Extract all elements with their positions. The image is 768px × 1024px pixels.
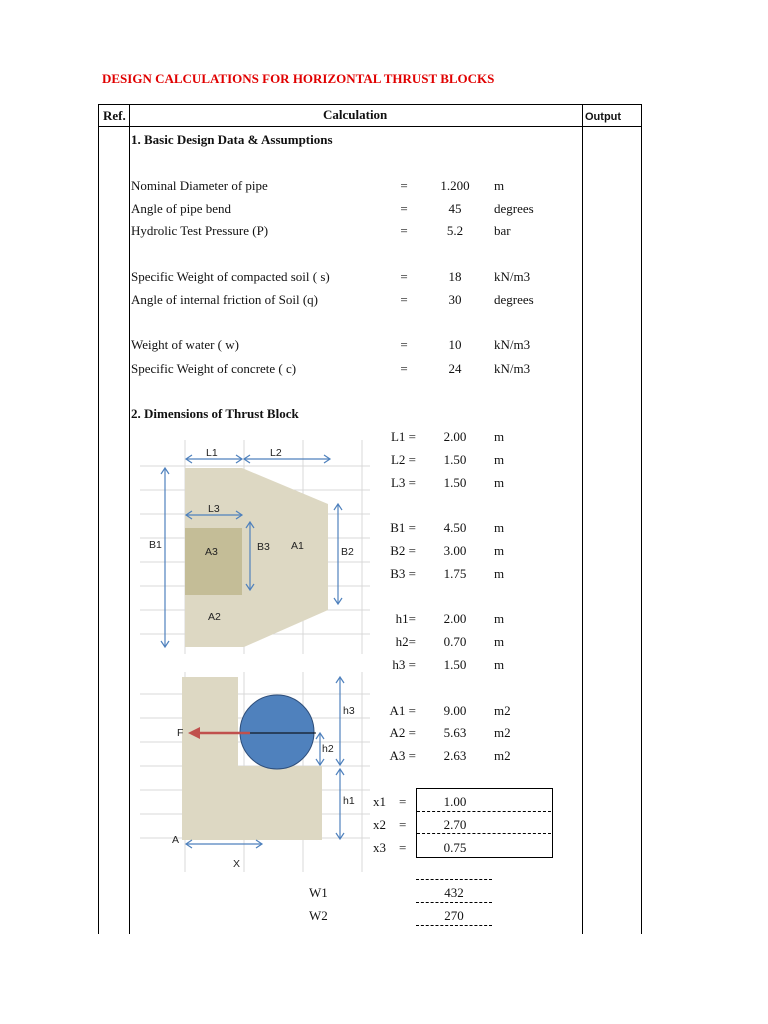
x-value: 1.00 (443, 794, 467, 809)
design-data-label: Nominal Diameter of pipe (131, 178, 268, 193)
weight-dashed-line (416, 902, 492, 903)
x-label: x2 (373, 817, 386, 832)
dimension-label: L3 = (390, 475, 416, 490)
l1-label: L1 (206, 447, 218, 459)
x-equals: = (399, 794, 407, 809)
output-column-divider (582, 104, 583, 934)
design-data-value: 45 (448, 201, 462, 216)
dimension-value: 5.63 (443, 725, 467, 740)
x-label: x3 (373, 840, 386, 855)
design-data-label: Hydrolic Test Pressure (P) (131, 223, 269, 238)
header-bottom-border (98, 126, 642, 127)
thrust-block-section-diagram (140, 672, 370, 872)
dimension-label: L1 = (390, 429, 416, 444)
dimension-unit: m (494, 566, 505, 581)
h2-label: h2 (322, 743, 334, 755)
a3-label: A3 (205, 546, 218, 558)
design-data-unit: kN/m3 (494, 269, 531, 284)
x-box-dashed-top (417, 788, 551, 789)
design-data-equals: = (400, 292, 408, 307)
ref-column-divider (129, 104, 130, 934)
b3-label: B3 (257, 541, 270, 553)
design-data-unit: degrees (494, 201, 534, 216)
dimension-label: h3 = (392, 657, 416, 672)
dimension-unit: m (494, 611, 505, 626)
table-left-border (98, 104, 99, 934)
a2-label: A2 (208, 611, 221, 623)
table-right-border (641, 104, 642, 934)
dimension-value: 4.50 (443, 520, 467, 535)
design-data-value: 1.200 (440, 178, 470, 193)
point-a-label: A (172, 834, 180, 846)
design-data-equals: = (400, 223, 408, 238)
dimension-unit: m (494, 543, 505, 558)
design-data-value: 5.2 (446, 223, 464, 238)
design-data-value: 18 (448, 269, 462, 284)
table-top-border (98, 104, 642, 105)
design-data-unit: bar (494, 223, 511, 238)
b2-label: B2 (341, 546, 354, 558)
design-data-value: 30 (448, 292, 462, 307)
x-label: x1 (373, 794, 386, 809)
section-thrust-block-dimensions: 2. Dimensions of Thrust Block (131, 406, 299, 421)
design-data-unit: kN/m3 (494, 361, 531, 376)
dimension-label: h1= (395, 611, 416, 626)
x-box-dashed-divider (417, 811, 551, 812)
a1-label: A1 (291, 540, 304, 552)
weight-dashed-line (416, 925, 492, 926)
design-data-equals: = (400, 361, 408, 376)
dimension-label: A1 = (389, 703, 416, 718)
l2-label: L2 (270, 447, 282, 459)
design-data-unit: kN/m3 (494, 337, 531, 352)
dimension-label: B3 = (390, 566, 416, 581)
design-data-equals: = (400, 201, 408, 216)
weight-value: 432 (444, 885, 464, 900)
page-title: DESIGN CALCULATIONS FOR HORIZONTAL THRUST BLOCKS (102, 71, 495, 86)
weight-dashed-line (416, 879, 492, 880)
section-basic-design-data: 1. Basic Design Data & Assumptions (131, 132, 333, 147)
output-header: Output (585, 111, 622, 123)
l3-label: L3 (208, 503, 220, 515)
ref-header: Ref. (103, 108, 126, 123)
dimension-label: h2= (395, 634, 416, 649)
dimension-label: L2 = (390, 452, 416, 467)
design-data-equals: = (400, 337, 408, 352)
pipe-circle (240, 695, 314, 769)
dimension-value: 1.50 (443, 452, 467, 467)
x-equals: = (399, 840, 407, 855)
dimension-label: B1 = (390, 520, 416, 535)
design-data-value: 10 (448, 337, 462, 352)
dimension-value: 1.50 (443, 657, 467, 672)
design-data-unit: m (494, 178, 505, 193)
dimension-value: 2.00 (443, 611, 467, 626)
dimension-unit: m (494, 429, 505, 444)
dimension-value: 9.00 (443, 703, 467, 718)
design-data-label: Angle of internal friction of Soil (q) (131, 292, 319, 307)
dimension-unit: m2 (494, 725, 511, 740)
design-data-label: Specific Weight of concrete ( c) (131, 361, 297, 376)
dimension-value: 2.63 (443, 748, 467, 763)
design-data-equals: = (400, 178, 408, 193)
dimension-unit: m (494, 475, 505, 490)
weight-value: 270 (444, 908, 464, 923)
h1-label: h1 (343, 795, 355, 807)
design-data-equals: = (400, 269, 408, 284)
b1-label: B1 (149, 539, 162, 551)
dimension-value: 0.70 (443, 634, 467, 649)
design-data-value: 24 (448, 361, 462, 376)
dimension-label: B2 = (390, 543, 416, 558)
dimension-unit: m (494, 657, 505, 672)
x-box-dashed-divider (417, 833, 551, 834)
design-data-label: Angle of pipe bend (131, 201, 232, 216)
x-label: X (233, 858, 241, 870)
weight-label: W2 (309, 908, 328, 923)
design-data-label: Weight of water ( w) (131, 337, 239, 352)
inner-area-a3 (185, 528, 242, 595)
dimension-unit: m2 (494, 703, 511, 718)
dimension-value: 3.00 (443, 543, 467, 558)
dimension-value: 1.50 (443, 475, 467, 490)
dimension-label: A3 = (389, 748, 416, 763)
dimension-unit: m (494, 520, 505, 535)
dimension-value: 2.00 (443, 429, 467, 444)
x-value: 2.70 (443, 817, 467, 832)
design-data-unit: degrees (494, 292, 534, 307)
design-data-label: Specific Weight of compacted soil ( s) (131, 269, 330, 284)
dimension-unit: m (494, 452, 505, 467)
h3-label: h3 (343, 705, 355, 717)
dimension-unit: m2 (494, 748, 511, 763)
calculation-header: Calculation (323, 107, 388, 122)
dimension-label: A2 = (389, 725, 416, 740)
weight-label: W1 (309, 885, 328, 900)
thrust-block-plan-diagram (140, 440, 370, 654)
x-value: 0.75 (443, 840, 467, 855)
x-equals: = (399, 817, 407, 832)
dimension-unit: m (494, 634, 505, 649)
force-label: F (177, 727, 184, 739)
dimension-value: 1.75 (443, 566, 467, 581)
